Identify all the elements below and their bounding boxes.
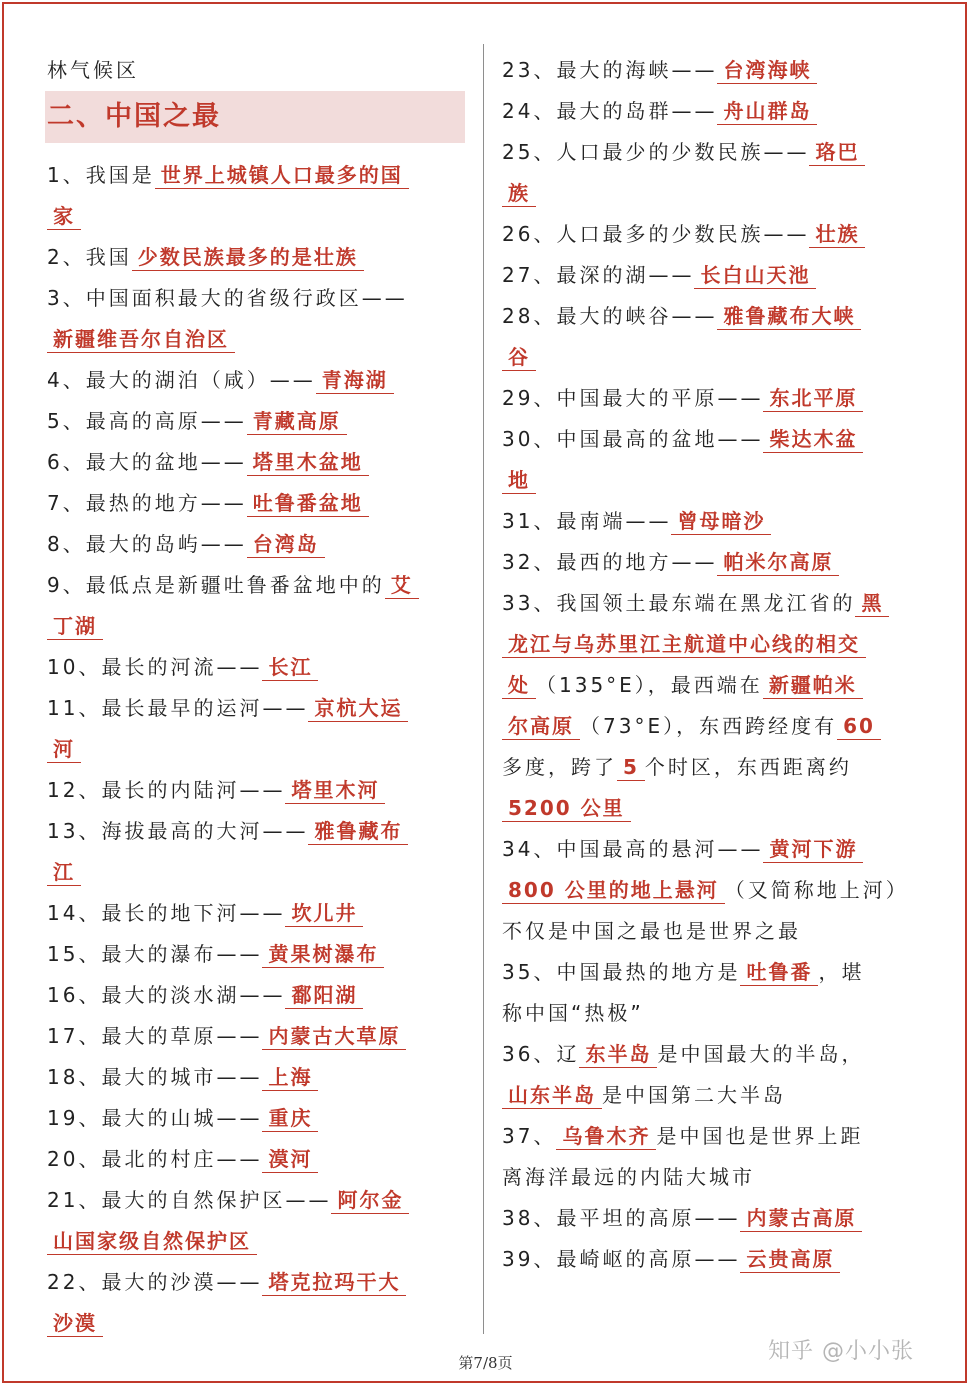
line-text: 14、最长的地下河—— — [47, 901, 286, 925]
line-text: 21、最大的自然保护区—— — [47, 1188, 332, 1212]
line-text: 39、最崎岖的高原—— — [502, 1247, 741, 1271]
text-line — [47, 688, 467, 729]
line-text: 称中国“热极” — [502, 1001, 644, 1025]
text-line — [502, 829, 942, 870]
answer-blank: 重庆 — [262, 1106, 318, 1132]
text-line — [502, 706, 942, 747]
answer-blank: 台湾海峡 — [717, 58, 817, 84]
text-line — [47, 1221, 467, 1262]
answer-blank: 吐鲁番 — [740, 960, 818, 986]
text-line — [502, 542, 942, 583]
text-line — [502, 460, 942, 501]
line-text: 个时区，东西距离约 — [644, 755, 852, 779]
answer-blank: 新疆维吾尔自治区 — [47, 327, 235, 353]
answer-blank: 上海 — [262, 1065, 318, 1091]
answer-blank: 曾母暗沙 — [671, 509, 771, 535]
line-text: 13、海拔最高的大河—— — [47, 819, 309, 843]
line-text: 2、我国 — [47, 245, 132, 269]
answer-blank: 黄果树瀑布 — [262, 942, 384, 968]
text-line — [47, 606, 467, 647]
line-text: 17、最大的草原—— — [47, 1024, 263, 1048]
text-line — [502, 583, 942, 624]
text-line — [47, 278, 467, 319]
line-text: 34、中国最高的悬河—— — [502, 837, 764, 861]
line-text: 10、最长的河流—— — [47, 655, 263, 679]
line-text: 是中国第二大半岛 — [602, 1083, 786, 1107]
line-text: 1、我国是 — [47, 163, 155, 187]
line-text: 32、最西的地方—— — [502, 550, 718, 574]
text-line — [47, 1303, 467, 1344]
answer-blank: 新疆帕米 — [763, 673, 863, 699]
answer-blank: 长江 — [262, 655, 318, 681]
line-text: 29、中国最大的平原—— — [502, 386, 764, 410]
line-text: 离海洋最远的内陆大城市 — [502, 1165, 755, 1189]
text-line — [47, 1139, 467, 1180]
line-text: 8、最大的岛屿—— — [47, 532, 247, 556]
answer-blank: 雅鲁藏布大峡 — [717, 304, 861, 330]
text-line — [502, 337, 942, 378]
answer-blank: 台湾岛 — [247, 532, 325, 558]
line-text: 11、最长最早的运河—— — [47, 696, 309, 720]
answer-blank: 江 — [47, 860, 81, 886]
text-line — [47, 155, 467, 196]
line-text: （73°E），东西跨经度有 — [580, 714, 838, 738]
answer-blank: 山国家级自然保护区 — [47, 1229, 257, 1255]
answer-blank: 艾 — [385, 573, 419, 599]
line-text: 37、 — [502, 1124, 557, 1148]
line-text: 12、最长的内陆河—— — [47, 778, 286, 802]
text-line — [502, 501, 942, 542]
text-line — [47, 934, 467, 975]
column-divider — [483, 44, 484, 1334]
line-text: 不仅是中国之最也是世界之最 — [502, 919, 801, 943]
text-line — [502, 1239, 942, 1280]
answer-blank: 坎儿井 — [285, 901, 363, 927]
line-text: 25、人口最少的少数民族—— — [502, 140, 810, 164]
text-line — [47, 893, 467, 934]
right-list — [502, 50, 942, 1280]
answer-blank: 黄河下游 — [763, 837, 863, 863]
answer-blank: 青海湖 — [316, 368, 394, 394]
line-text: 23、最大的海峡—— — [502, 58, 718, 82]
text-line — [502, 1157, 942, 1198]
text-line — [502, 173, 942, 214]
text-line — [502, 788, 942, 829]
text-line — [47, 524, 467, 565]
line-text: 18、最大的城市—— — [47, 1065, 263, 1089]
answer-blank: 山东半岛 — [502, 1083, 602, 1109]
answer-blank: 塔里木盆地 — [247, 450, 369, 476]
answer-blank: 龙江与乌苏里江主航道中心线的相交 — [502, 632, 866, 658]
answer-blank: 壮族 — [809, 222, 865, 248]
text-line — [47, 1262, 467, 1303]
text-line — [502, 296, 942, 337]
answer-blank: 塔克拉玛干大 — [262, 1270, 406, 1296]
answer-blank: 鄱阳湖 — [285, 983, 363, 1009]
line-text: 24、最大的岛群—— — [502, 99, 718, 123]
text-line — [47, 1180, 467, 1221]
line-text: （135°E），最西端在 — [536, 673, 763, 697]
text-line — [502, 50, 942, 91]
answer-blank: 世界上城镇人口最多的国 — [155, 163, 409, 189]
line-text: 6、最大的盆地—— — [47, 450, 247, 474]
answer-blank: 族 — [502, 181, 536, 207]
text-line — [502, 255, 942, 296]
text-line — [47, 729, 467, 770]
text-line — [47, 483, 467, 524]
left-column — [47, 50, 467, 1344]
text-line — [47, 1098, 467, 1139]
answer-blank: 珞巴 — [809, 140, 865, 166]
answer-blank: 乌鲁木齐 — [556, 1124, 656, 1150]
answer-blank: 塔里木河 — [285, 778, 385, 804]
answer-blank: 家 — [47, 204, 81, 230]
text-line — [47, 1016, 467, 1057]
text-line — [47, 852, 467, 893]
line-text: 35、中国最热的地方是 — [502, 960, 741, 984]
left-list — [47, 155, 467, 1344]
text-line — [47, 401, 467, 442]
answer-blank: 内蒙古高原 — [740, 1206, 862, 1232]
text-line — [502, 1116, 942, 1157]
text-line — [47, 360, 467, 401]
text-line — [502, 911, 942, 952]
answer-blank: 帕米尔高原 — [717, 550, 839, 576]
answer-blank: 60 — [837, 714, 881, 740]
line-text: 3、中国面积最大的省级行政区—— — [47, 286, 408, 310]
line-text: 9、最低点是新疆吐鲁番盆地中的 — [47, 573, 385, 597]
answer-blank: 云贵高原 — [740, 1247, 840, 1273]
answer-blank: 河 — [47, 737, 81, 763]
watermark: 知乎 @小小张 — [768, 1339, 914, 1364]
line-text: 31、最南端—— — [502, 509, 672, 533]
line-text: 33、我国领土最东端在黑龙江省的 — [502, 591, 856, 615]
answer-blank: 处 — [502, 673, 536, 699]
section-title: 二、中国之最 — [45, 91, 465, 143]
text-line — [502, 132, 942, 173]
answer-blank: 5 — [617, 755, 645, 781]
text-line — [502, 665, 942, 706]
text-line — [502, 870, 942, 911]
text-line — [502, 91, 942, 132]
text-line — [47, 319, 467, 360]
text-line — [502, 1075, 942, 1116]
text-line — [502, 993, 942, 1034]
answer-blank: 沙漠 — [47, 1311, 103, 1337]
answer-blank: 京杭大运 — [308, 696, 408, 722]
line-text: 5、最高的高原—— — [47, 409, 247, 433]
line-text: 19、最大的山城—— — [47, 1106, 263, 1130]
answer-blank: 黑 — [855, 591, 889, 617]
continued-text: 林气候区 — [47, 58, 139, 82]
answer-blank: 吐鲁番盆地 — [247, 491, 369, 517]
text-line — [47, 647, 467, 688]
answer-blank: 阿尔金 — [331, 1188, 409, 1214]
text-line — [502, 952, 942, 993]
answer-blank: 漠河 — [262, 1147, 318, 1173]
text-line — [502, 1034, 942, 1075]
right-column — [502, 50, 942, 1280]
line-text: ，堪 — [818, 960, 865, 984]
text-line — [47, 442, 467, 483]
answer-blank: 地 — [502, 468, 536, 494]
line-text: 是中国也是世界上距 — [656, 1124, 864, 1148]
text-line — [502, 624, 942, 665]
text-line — [502, 419, 942, 460]
answer-blank: 长白山天池 — [694, 263, 816, 289]
text-line — [47, 565, 467, 606]
line-text: 30、中国最高的盆地—— — [502, 427, 764, 451]
text-line — [502, 747, 942, 788]
line-text: 4、最大的湖泊（咸）—— — [47, 368, 316, 392]
text-line — [47, 237, 467, 278]
text-line — [502, 214, 942, 255]
answer-blank: 雅鲁藏布 — [308, 819, 408, 845]
answer-blank: 东半岛 — [579, 1042, 657, 1068]
answer-blank: 丁湖 — [47, 614, 103, 640]
answer-blank: 尔高原 — [502, 714, 580, 740]
line-text: 26、人口最多的少数民族—— — [502, 222, 810, 246]
line-text: 7、最热的地方—— — [47, 491, 247, 515]
text-line — [47, 196, 467, 237]
line-text: 36、辽 — [502, 1042, 580, 1066]
line-text: 27、最深的湖—— — [502, 263, 695, 287]
text-line — [502, 1198, 942, 1239]
line-text: 20、最北的村庄—— — [47, 1147, 263, 1171]
answer-blank: 内蒙古大草原 — [262, 1024, 406, 1050]
answer-blank: 5200 公里 — [502, 796, 631, 822]
page-number: 第7/8页 — [458, 1354, 513, 1372]
line-text: 22、最大的沙漠—— — [47, 1270, 263, 1294]
answer-blank: 800 公里的地上悬河 — [502, 878, 725, 904]
text-line — [47, 811, 467, 852]
line-text: 多度，跨了 — [502, 755, 617, 779]
text-line — [47, 770, 467, 811]
answer-blank: 谷 — [502, 345, 536, 371]
line-text: 38、最平坦的高原—— — [502, 1206, 741, 1230]
answer-blank: 东北平原 — [763, 386, 863, 412]
answer-blank: 柴达木盆 — [763, 427, 863, 453]
line-text: 16、最大的淡水湖—— — [47, 983, 286, 1007]
line-text: （又简称地上河） — [724, 878, 909, 902]
line-text: 15、最大的瀑布—— — [47, 942, 263, 966]
answer-blank: 舟山群岛 — [717, 99, 817, 125]
line-text: 是中国最大的半岛， — [657, 1042, 865, 1066]
text-line — [47, 1057, 467, 1098]
answer-blank: 青藏高原 — [247, 409, 347, 435]
text-line — [502, 378, 942, 419]
answer-blank: 少数民族最多的是壮族 — [132, 245, 364, 271]
text-line — [47, 975, 467, 1016]
line-text: 28、最大的峡谷—— — [502, 304, 718, 328]
